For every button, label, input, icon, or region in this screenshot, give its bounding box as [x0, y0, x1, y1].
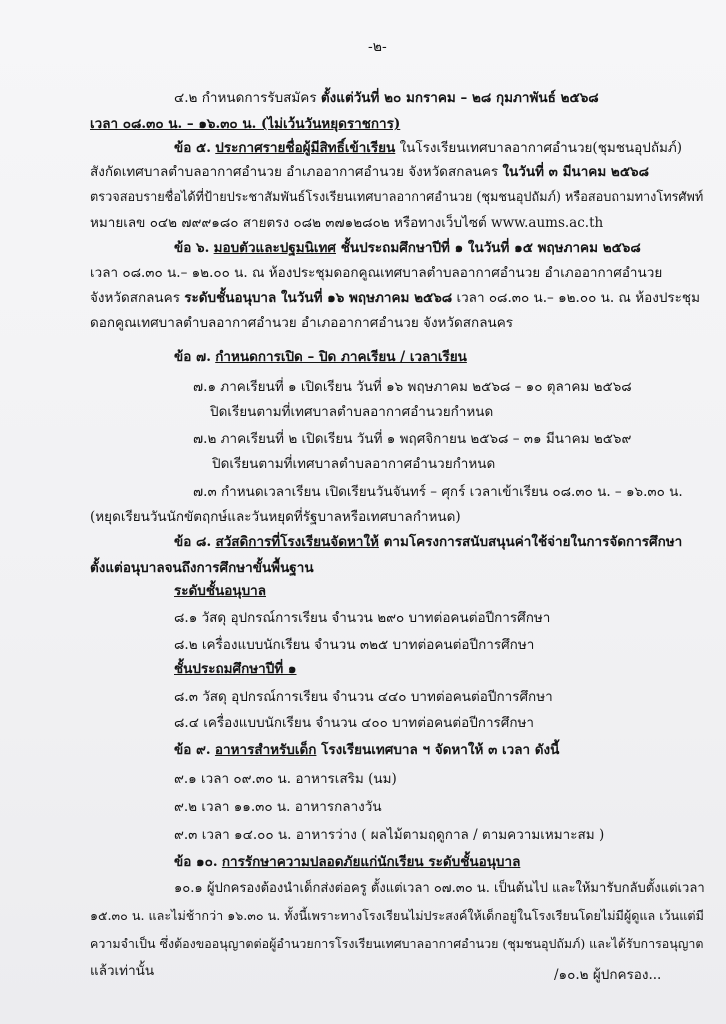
item5-line1-rest: ในโรงเรียนเทศบาลอากาศอำนวย(ชุมชนอุปถัมภ์) [395, 140, 683, 156]
item9-line1 [174, 741, 559, 759]
item8-3: ๘.๓ วัสดุ อุปกรณ์การเรียน จำนวน ๔๔๐ บาทต่อคนต่อปีการศึกษา [174, 689, 553, 705]
kindergarten-heading: ระดับชั้นอนุบาล [174, 583, 266, 599]
item9-line1-rest: โรงเรียนเทศบาล ฯ จัดหาให้ ๓ เวลา ดังนี้ [316, 742, 560, 758]
item9-1: ๙.๑ เวลา ๐๙.๓๐ น. อาหารเสริม (นม) [174, 771, 397, 787]
registration-hours: เวลา ๐๘.๓๐ น. – ๑๖.๓๐ น. (ไม่เว้นวันหยุดราชการ) [90, 116, 401, 132]
item7-3-line1: ๗.๓ กำหนดเวลาเรียน เปิดเรียนวันจันทร์ – ศุกร์ เวลาเข้าเรียน ๐๘.๓๐ น. – ๑๖.๓๐ น. [193, 484, 683, 500]
item7-1-line2: ปิดเรียนตามที่เทศบาลตำบลอากาศอำนวยกำหนด [210, 404, 494, 420]
item6-kinder-date: ระดับชั้นอนุบาล ในวันที่ ๑๖ พฤษภาคม ๒๕๖๘ [184, 290, 453, 306]
continued-marker: /๑๐.๒ ผู้ปกครอง... [554, 967, 662, 983]
item10-title: การรักษาความปลอดภัยแก่นักเรียน ระดับชั้นอนุบาล [221, 854, 521, 870]
item6-title: มอบตัวและปฐมนิเทศ [213, 240, 336, 256]
item5-line3: ตรวจสอบรายชื่อได้ที่ป้ายประชาสัมพันธ์โรงเรียนเทศบาลอากาศอำนวย (ชุมชนอุปถัมภ์) หรือสอบถามทางโทรศัพท์ [90, 190, 704, 205]
item5-number: ข้อ ๕. [174, 140, 211, 156]
primary1-heading: ชั้นประถมศึกษาปีที่ ๑ [174, 661, 297, 677]
page-number: -๒- [368, 39, 387, 55]
item8-2: ๘.๒ เครื่องแบบนักเรียน จำนวน ๓๒๕ บาทต่อคนต่อปีการศึกษา [174, 637, 535, 653]
section-4-2-prefix: ๔.๒ กำหนดการรับสมัคร [174, 90, 317, 106]
item6-line2: เวลา ๐๘.๓๐ น.– ๑๒.๐๐ น. ณ ห้องประชุมดอกคูณเทศบาลตำบลอากาศอำนวย อำเภออากาศอำนวย [90, 265, 663, 281]
item10-1-line2: ๑๕.๓๐ น. และไม่ช้ากว่า ๑๖.๓๐ น. ทั้งนี้เพราะทางโรงเรียนไม่ประสงค์ให้เด็กอยู่ในโรงเรียนโดยไม่มีผู้ดูแล เว้นแต่มี [90, 908, 704, 923]
item10-1-line3: ความจำเป็น ซึ่งต้องขออนุญาตต่อผู้อำนวยการโรงเรียนเทศบาลอากาศอำนวย (ชุมชนอุปถัมภ์) และได้รับการอนุญาต [90, 936, 704, 951]
item5-line4: หมายเลข ๐๔๒ ๗๙๙๑๘๐ สายตรง ๐๘๒ ๓๗๑๒๘๐๒ หรือทางเว็บไซต์ www.aums.ac.th [90, 215, 604, 231]
item5-line1 [174, 139, 682, 157]
item10-heading [174, 853, 520, 871]
item8-line1 [174, 533, 682, 551]
item6-line4: ดอกคูณเทศบาลตำบลอากาศอำนวย อำเภออากาศอำนวย จังหวัดสกลนคร [90, 315, 513, 331]
item9-2: ๙.๒ เวลา ๑๑.๓๐ น. อาหารกลางวัน [174, 799, 382, 815]
item8-number: ข้อ ๘. [174, 534, 212, 550]
item8-line2: ตั้งแต่อนุบาลจนถึงการศึกษาขั้นพื้นฐาน [90, 560, 314, 576]
item6-line1 [174, 239, 641, 257]
item5-line2-text: สังกัดเทศบาลตำบลอากาศอำนวย อำเภออากาศอำนวย จังหวัดสกลนคร [90, 164, 503, 180]
item6-line3-rest: เวลา ๐๘.๓๐ น.– ๑๒.๐๐ น. ณ ห้องประชุม [452, 290, 700, 306]
item7-1-line1: ๗.๑ ภาคเรียนที่ ๑ เปิดเรียน วันที่ ๑๖ พฤษภาคม ๒๕๖๘ – ๑๐ ตุลาคม ๒๕๖๘ [193, 379, 632, 395]
item5-title: ประกาศรายชื่อผู้มีสิทธิ์เข้าเรียน [215, 140, 396, 156]
item7-title: กำหนดการเปิด – ปิด ภาคเรียน / เวลาเรียน [215, 349, 467, 365]
item8-title: สวัสดิการที่โรงเรียนจัดหาให้ [215, 534, 379, 550]
item6-line1-rest: ชั้นประถมศึกษาปีที่ ๑ ในวันที่ ๑๕ พฤษภาคม ๒๕๖๘ [336, 240, 641, 256]
item6-line3 [90, 289, 700, 307]
item7-heading [174, 348, 467, 366]
item9-title: อาหารสำหรับเด็ก [214, 742, 317, 758]
item7-2-line2: ปิดเรียนตามที่เทศบาลตำบลอากาศอำนวยกำหนด [212, 456, 496, 472]
item6-number: ข้อ ๖. [174, 240, 210, 256]
section-4-2-line1 [174, 89, 599, 107]
registration-dates: ตั้งแต่วันที่ ๒๐ มกราคม – ๒๘ กุมภาพันธ์ ๒๕๖๘ [320, 90, 599, 106]
item8-4: ๘.๔ เครื่องแบบนักเรียน จำนวน ๔๐๐ บาทต่อคนต่อปีการศึกษา [174, 715, 535, 731]
item8-line1-rest: ตามโครงการสนับสนุนค่าใช้จ่ายในการจัดการศึกษา [378, 534, 683, 550]
item10-1-line1: ๑๐.๑ ผู้ปกครองต้องนำเด็กส่งต่อครู ตั้งแต่เวลา ๐๗.๓๐ น. เป็นต้นไป และให้มารับกลับตั้งแต่เวลา [174, 881, 705, 896]
item7-3-line2: (หยุดเรียนวันนักขัตฤกษ์และวันหยุดที่รัฐบาลหรือเทศบาลกำหนด) [90, 509, 461, 525]
item9-number: ข้อ ๙. [174, 742, 211, 758]
item7-2-line1: ๗.๒ ภาคเรียนที่ ๒ เปิดเรียน วันที่ ๑ พฤศจิกายน ๒๕๖๘ – ๓๑ มีนาคม ๒๕๖๙ [193, 431, 632, 447]
item7-number: ข้อ ๗. [174, 349, 211, 365]
item8-1: ๘.๑ วัสดุ อุปกรณ์การเรียน จำนวน ๒๙๐ บาทต่อคนต่อปีการศึกษา [174, 610, 551, 626]
item9-3: ๙.๓ เวลา ๑๔.๐๐ น. อาหารว่าง ( ผลไม้ตามฤดูกาล / ตามความเหมาะสม ) [174, 827, 605, 843]
item10-1-line4: แล้วเท่านั้น [90, 963, 155, 979]
announcement-date: ในวันที่ ๓ มีนาคม ๒๕๖๘ [502, 164, 650, 180]
item10-number: ข้อ ๑๐. [174, 854, 218, 870]
item5-line2 [90, 163, 649, 181]
item6-line3-text: จังหวัดสกลนคร [90, 290, 185, 306]
